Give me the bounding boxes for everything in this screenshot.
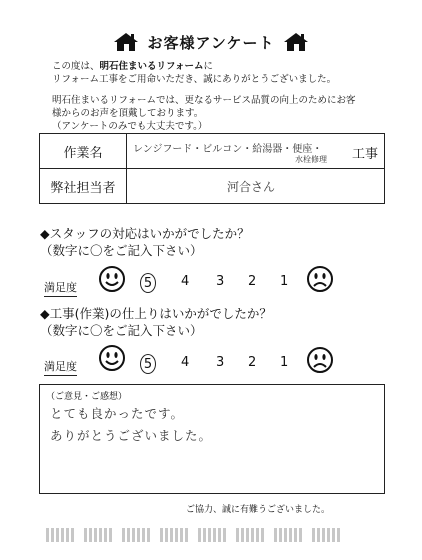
intro-paragraph-1 — [52, 60, 392, 86]
info-table — [39, 133, 385, 204]
rating-5-selected[interactable]: 5 — [140, 273, 156, 293]
rating-4[interactable]: 4 — [181, 274, 190, 289]
comment-label: （ご意見・ご感想） — [46, 392, 128, 402]
question-1: ◆スタッフの対応はいかがでしたか？ （数字に〇をご記入下さい） — [40, 226, 250, 258]
rating-5-selected[interactable]: 5 — [140, 354, 156, 374]
comment-text: とても良かったです。 ありがとうございました。 — [50, 406, 213, 443]
page-title: お客様アンケート — [147, 33, 275, 52]
work-label: 作業名 — [40, 134, 127, 169]
rating-4[interactable]: 4 — [181, 355, 190, 370]
work-cell — [127, 134, 385, 169]
intro-text: この度は、 — [52, 61, 100, 72]
comment-box[interactable] — [39, 384, 385, 494]
rating-3[interactable]: 3 — [216, 274, 225, 289]
scale-label: 満足度 — [44, 358, 77, 376]
question-2: ◆工事(作業)の仕上りはいかがでしたか？ （数字に〇をご記入下さい） — [40, 306, 272, 338]
smiley-happy-icon — [98, 265, 126, 297]
smiley-sad-icon — [306, 346, 334, 378]
staff-label: 弊社担当者 — [40, 169, 127, 204]
footer-thanks: ご協力、誠に有難うございました。 — [186, 505, 331, 515]
intro-text: リフォーム工事をご用命いただき、誠にありがとうございました。 — [52, 74, 337, 85]
rating-1[interactable]: 1 — [280, 355, 289, 370]
scale-label: 満足度 — [44, 279, 77, 297]
rating-row-2 — [40, 344, 385, 380]
work-value-sub: 水栓修理 — [295, 155, 327, 164]
rating-1[interactable]: 1 — [280, 274, 289, 289]
header — [0, 30, 422, 54]
staff-value: 河合さん — [227, 180, 276, 194]
intro-paragraph-2: 明石住まいるリフォームでは、更なるサービス品質の向上のためにお客 様からのお声を頂戴しております。 （アンケートのみでも大丈夫です。） — [52, 95, 356, 132]
house-icon — [113, 32, 139, 52]
intro-text: に — [203, 61, 214, 72]
work-suffix: 工事 — [351, 147, 378, 162]
work-value: レンジフード・ビルコン・給湯器・便座・ — [133, 144, 323, 155]
smiley-sad-icon — [306, 265, 334, 297]
company-name: 明石住まいるリフォーム — [99, 61, 204, 72]
rating-2[interactable]: 2 — [248, 274, 257, 289]
faded-stamp-strip — [46, 528, 340, 542]
rating-row-1 — [40, 265, 385, 301]
rating-3[interactable]: 3 — [216, 355, 225, 370]
smiley-happy-icon — [98, 344, 126, 376]
staff-cell — [127, 169, 385, 204]
house-icon — [283, 32, 309, 52]
rating-2[interactable]: 2 — [248, 355, 257, 370]
